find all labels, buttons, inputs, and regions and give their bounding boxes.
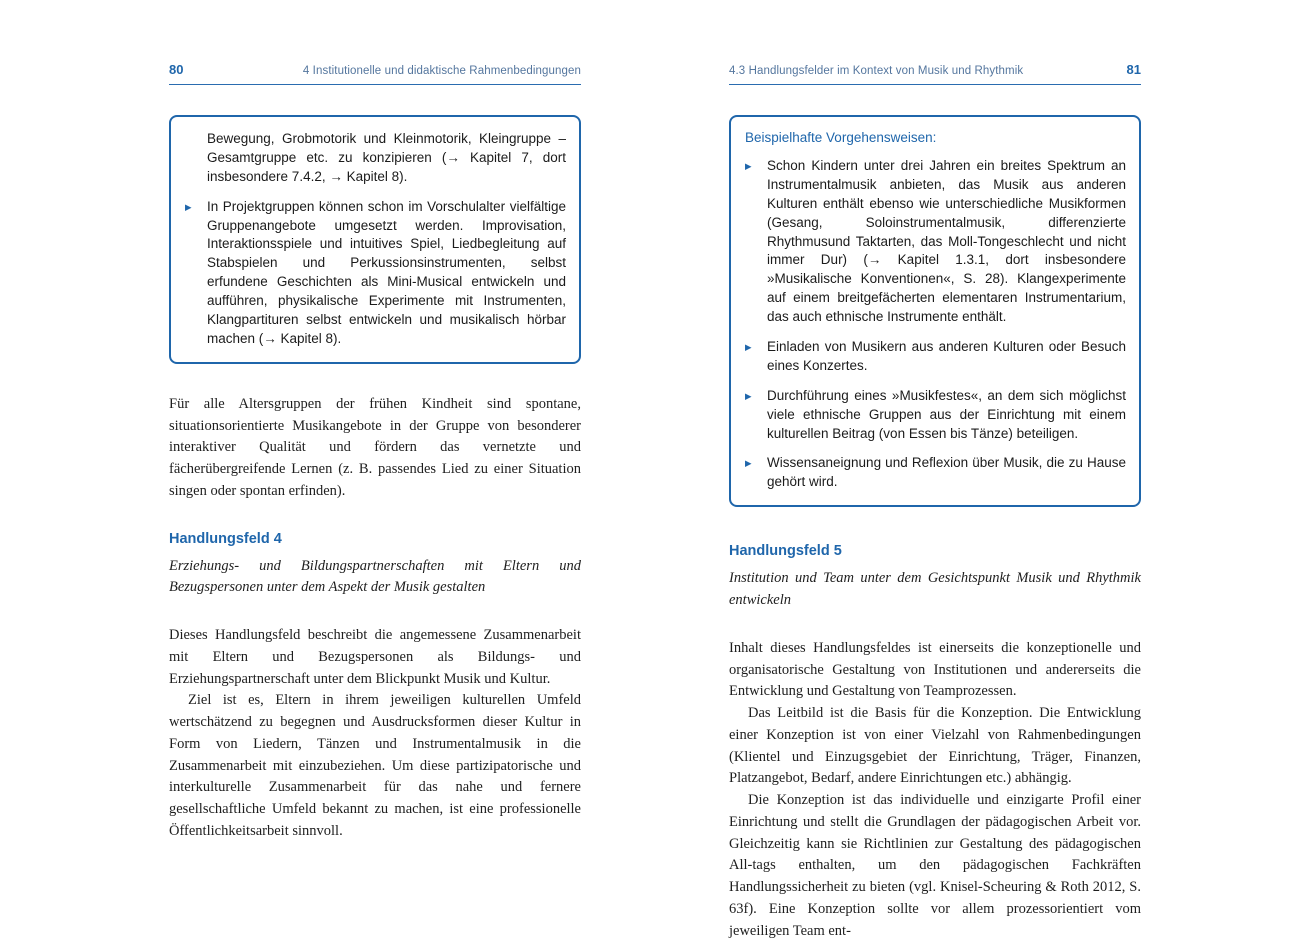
triangle-bullet-icon: ▶ [745,161,752,171]
box-list-item [183,198,566,349]
page-number-right: 81 [1126,62,1141,77]
page-81 [729,62,1141,942]
page-header-right [729,62,1141,85]
running-title-right: 4.3 Handlungsfelder im Kontext von Musik und Rhythmik [729,65,1024,77]
box-list-item [743,454,1126,492]
info-box-title: Beispielhafte Vorgehensweisen: [745,130,937,145]
box-item-text: Schon Kindern unter drei Jahren ein breites Spektrum an Instrumentalmusik anbieten, das Musik aus anderen Kulturen enthält ebenso wie unterschiedliche Musikformen (Gesang, Soloinstrumentalmusik, differenzierte Rhythmusund Taktarten, das Moll-Tongeschlecht und nicht immer Dur) (→ Kapitel 1.3.1, dort insbesondere »Musikalische Konventionen«, S. 28). Klangexperimente auf einem breitgefächerten elementaren Instrumentarium, das auch ethnische Instrumente enthält. [767,158,1126,325]
page-header-left [169,62,581,85]
box-item-text: Einladen von Musikern aus anderen Kulturen oder Besuch eines Konzertes. [767,339,1126,373]
info-box-left [169,115,581,364]
running-title-left: 4 Institutionelle und didaktische Rahmenbedingungen [302,65,581,77]
paragraph: Dieses Handlungsfeld beschreibt die angemessene Zusammenarbeit mit Eltern und Bezugspersonen als Bildungs- und Erziehungspartnerschaft unter dem Blickpunkt Musik und Kultur. [169,627,581,687]
triangle-bullet-icon: ▶ [745,458,752,469]
handlungsfeld-4-subtitle: Erziehungs- und Bildungspartnerschaften mit Eltern und Bezugspersonen unter dem Aspekt der Musik gestalten [169,557,581,596]
handlungsfeld-5-heading: Handlungsfeld 5 [729,543,842,560]
bullet-spacer [183,130,207,187]
page-80 [169,62,581,942]
box-item-text: Wissensaneignung und Reflexion über Musik, die zu Hause gehört wird. [767,455,1126,490]
paragraph: Ziel ist es, Eltern in ihrem jeweiligen kulturellen Umfeld wertschätzend zu begegnen und Ausdrucksformen dieser Kultur in Form von Liedern, Tänzen und Instrumentalmusik in die Zusammenarbeit mit einzubeziehen. Um diese partizipatorische und interkulturelle Zusammenarbeit für das nahe und fernere gesellschaftliche Umfeld bekannt zu machen, ist eine professionelle Öffentlichkeitsarbeit sinnvoll. [169,692,581,839]
box-list-item [743,338,1126,376]
handlungsfeld-5-subtitle: Institution und Team unter dem Gesichtspunkt Musik und Rhythmik entwickeln [729,570,1141,608]
triangle-bullet-icon: ▶ [745,390,752,401]
box-item-text: Bewegung, Grobmotorik und Kleinmotorik, Kleingruppe – Gesamtgruppe etc. zu konzipieren (→ Kapitel 7, dort insbesondere 7.4.2, → Kapitel 8). [207,131,566,184]
handlungsfeld-4-heading: Handlungsfeld 4 [169,530,282,547]
triangle-bullet-icon: ▶ [185,201,192,212]
triangle-bullet-icon: ▶ [745,342,752,353]
paragraph: Inhalt dieses Handlungsfeldes ist einerseits die konzeptionelle und organisatorische Gestaltung von Institutionen und andererseits die Entwicklung und Gestaltung von Teamprozessen. [729,639,1141,700]
paragraph-intro: Für alle Altersgruppen der frühen Kindheit sind spontane, situationsorientierte Musikangebote in der Gruppe von besonderer interaktiver Qualität und fördern das vernetzte und fächerübergreifende Lernen (z. B. passendes Lied zu einer Situation singen oder spontan erfinden). [169,395,581,499]
paragraph: Die Konzeption ist das individuelle und einzigarte Profil einer Einrichtung und stellt die Grundlagen der pädagogischen Arbeit vor. Gleichzeitig kann sie Richtlinien zur Gestaltung des pädagogischen All-tags enthalten, um den pädagogischen Fachkräften Handlungssicherheit zu bieten (vgl. Knisel-Scheuring & Roth 2012, S. 63f). Eine Konzeption sollte vor allem prozessorientiert vom jeweiligen Team ent- [729,792,1141,939]
box-list-item [743,387,1126,444]
page-number-left: 80 [169,62,184,77]
box-list-item [743,157,1126,327]
box-item-text: Durchführung eines »Musikfestes«, an dem sich möglichst viele ethnische Gruppen aus der Einrichtung mit einem kulturellen Beitrag (von Essen bis Tänze) beteiligen. [767,387,1126,441]
box-item-text: In Projektgruppen können schon im Vorschulalter vielfältige Gruppenangebote umgesetzt werden. Improvisation, Interaktionsspiele und intuitives Spiel, Liedbegleitung auf Stabspielen und Perkussionsinstrumenten, selbst erfundene Geschichten als Mini-Musical entwickeln und aufführen, physikalische Experimente mit Instrumenten, Klangpartituren selbst entwickeln und musikalisch hörbar machen (→ Kapitel 8). [207,198,566,346]
paragraph: Das Leitbild ist die Basis für die Konzeption. Die Entwicklung einer Konzeption ist von einer Vielzahl von Rahmenbedingungen (Klientel und Einzugsgebiet der Einrichtung, Träger, Finanzen, Platzangebot, Bedarf, andere Einrichtungen etc.) abhängig. [729,705,1141,787]
box-list-item [183,130,566,187]
info-box-right [729,115,1141,507]
